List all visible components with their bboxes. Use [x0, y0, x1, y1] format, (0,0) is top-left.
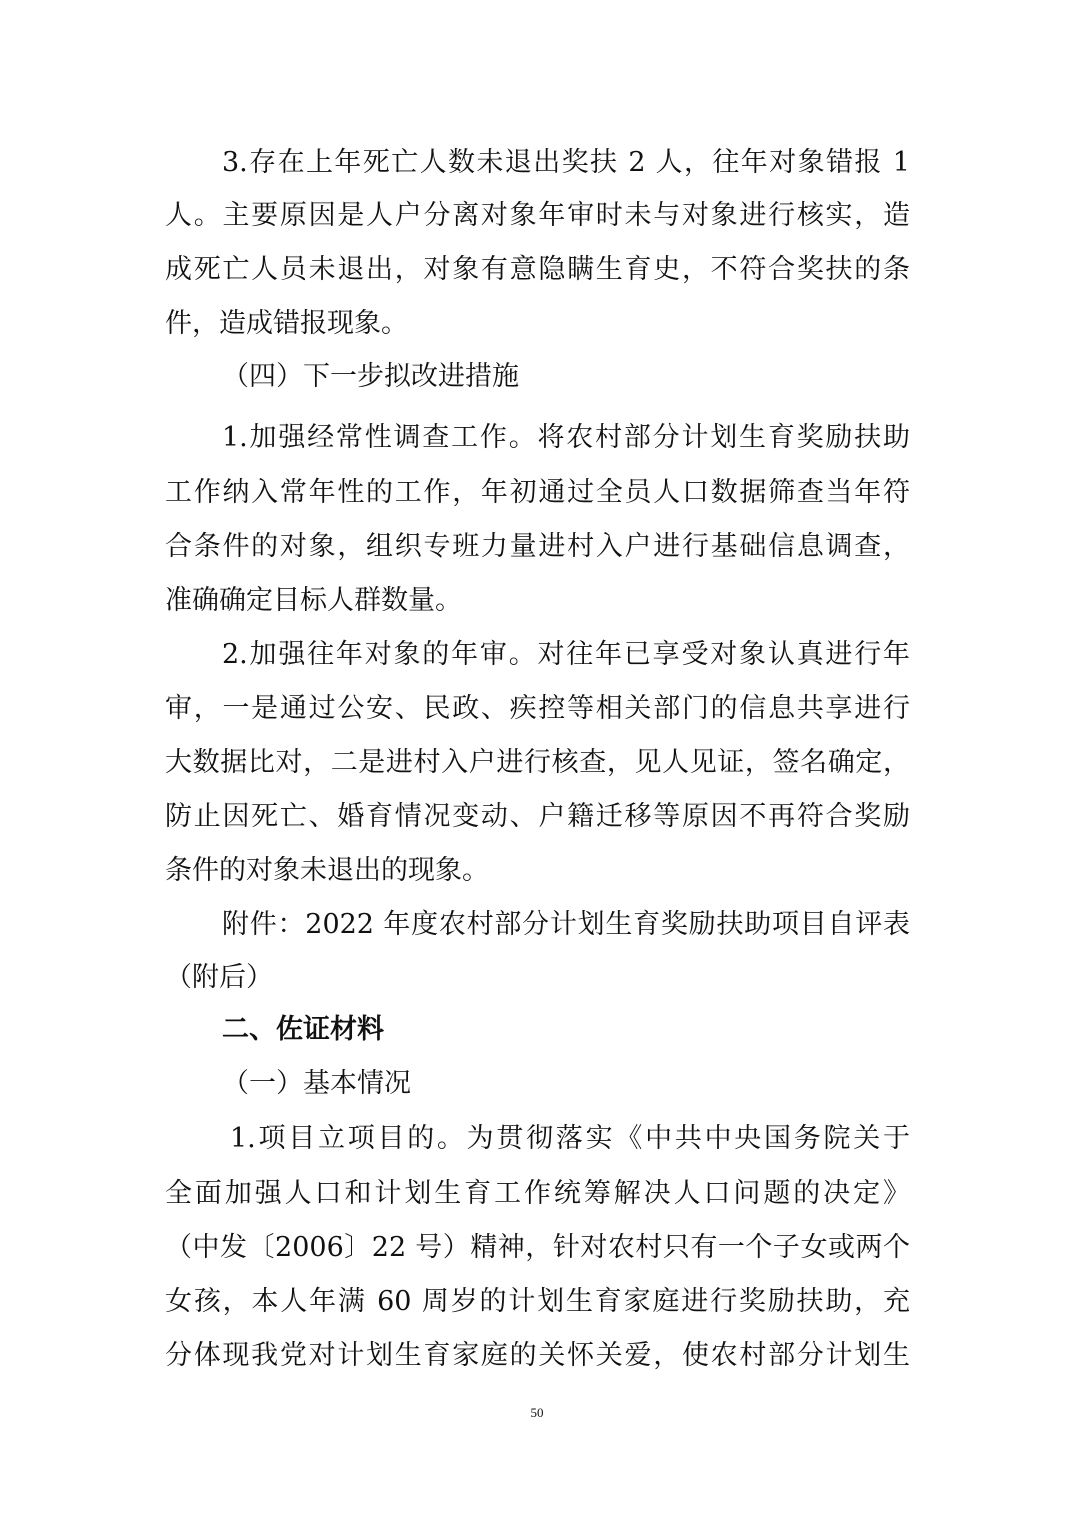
paragraph-3-line-2: 审，一是通过公安、民政、疾控等相关部门的信息共享进行 — [165, 693, 910, 724]
section-heading-four: （四）下一步拟改进措施 — [222, 361, 519, 392]
paragraph-4-line-4: 女孩，本人年满 60 周岁的计划生育家庭进行奖励扶助，充 — [165, 1286, 910, 1317]
paragraph-1-line-4: 件，造成错报现象。 — [165, 308, 408, 339]
paragraph-1-line-2: 人。主要原因是人户分离对象年审时未与对象进行核实，造 — [165, 200, 910, 231]
paragraph-2-line-3: 合条件的对象，组织专班力量进村入户进行基础信息调查， — [165, 531, 910, 562]
paragraph-2-line-4: 准确确定目标人群数量。 — [165, 585, 462, 616]
paragraph-4-line-3: （中发〔2006〕22 号）精神，针对农村只有一个子女或两个 — [165, 1232, 910, 1263]
paragraph-3-line-4: 防止因死亡、婚育情况变动、户籍迁移等原因不再符合奖励 — [165, 801, 910, 832]
paragraph-4-line-5: 分体现我党对计划生育家庭的关怀关爱，使农村部分计划生 — [165, 1340, 910, 1371]
paragraph-3-line-3: 大数据比对，二是进村入户进行核查，见人见证，签名确定， — [165, 747, 910, 778]
paragraph-3-line-1: 2.加强往年对象的年审。对往年已享受对象认真进行年 — [222, 639, 910, 670]
paragraph-4-line-2: 全面加强人口和计划生育工作统筹解决人口问题的决定》 — [165, 1178, 910, 1209]
attachment-line-1: 附件：2022 年度农村部分计划生育奖励扶助项目自评表 — [222, 909, 910, 940]
paragraph-3-line-5: 条件的对象未退出的现象。 — [165, 855, 489, 886]
page-number: 50 — [530, 1405, 544, 1420]
paragraph-2-line-2: 工作纳入常年性的工作，年初通过全员人口数据筛查当年符 — [165, 477, 910, 508]
attachment-line-2: （附后） — [165, 962, 273, 993]
paragraph-1-line-3: 成死亡人员未退出，对象有意隐瞒生育史，不符合奖扶的条 — [165, 254, 910, 285]
section-heading-one: （一）基本情况 — [222, 1068, 411, 1099]
paragraph-1-line-1: 3.存在上年死亡人数未退出奖扶 2 人，往年对象错报 1 — [222, 147, 910, 178]
paragraph-4-line-1: 1.项目立项目的。为贯彻落实《中共中央国务院关于 — [230, 1123, 910, 1154]
paragraph-2-line-1: 1.加强经常性调查工作。将农村部分计划生育奖励扶助 — [222, 422, 910, 453]
section-heading-two: 二、佐证材料 — [222, 1014, 384, 1045]
